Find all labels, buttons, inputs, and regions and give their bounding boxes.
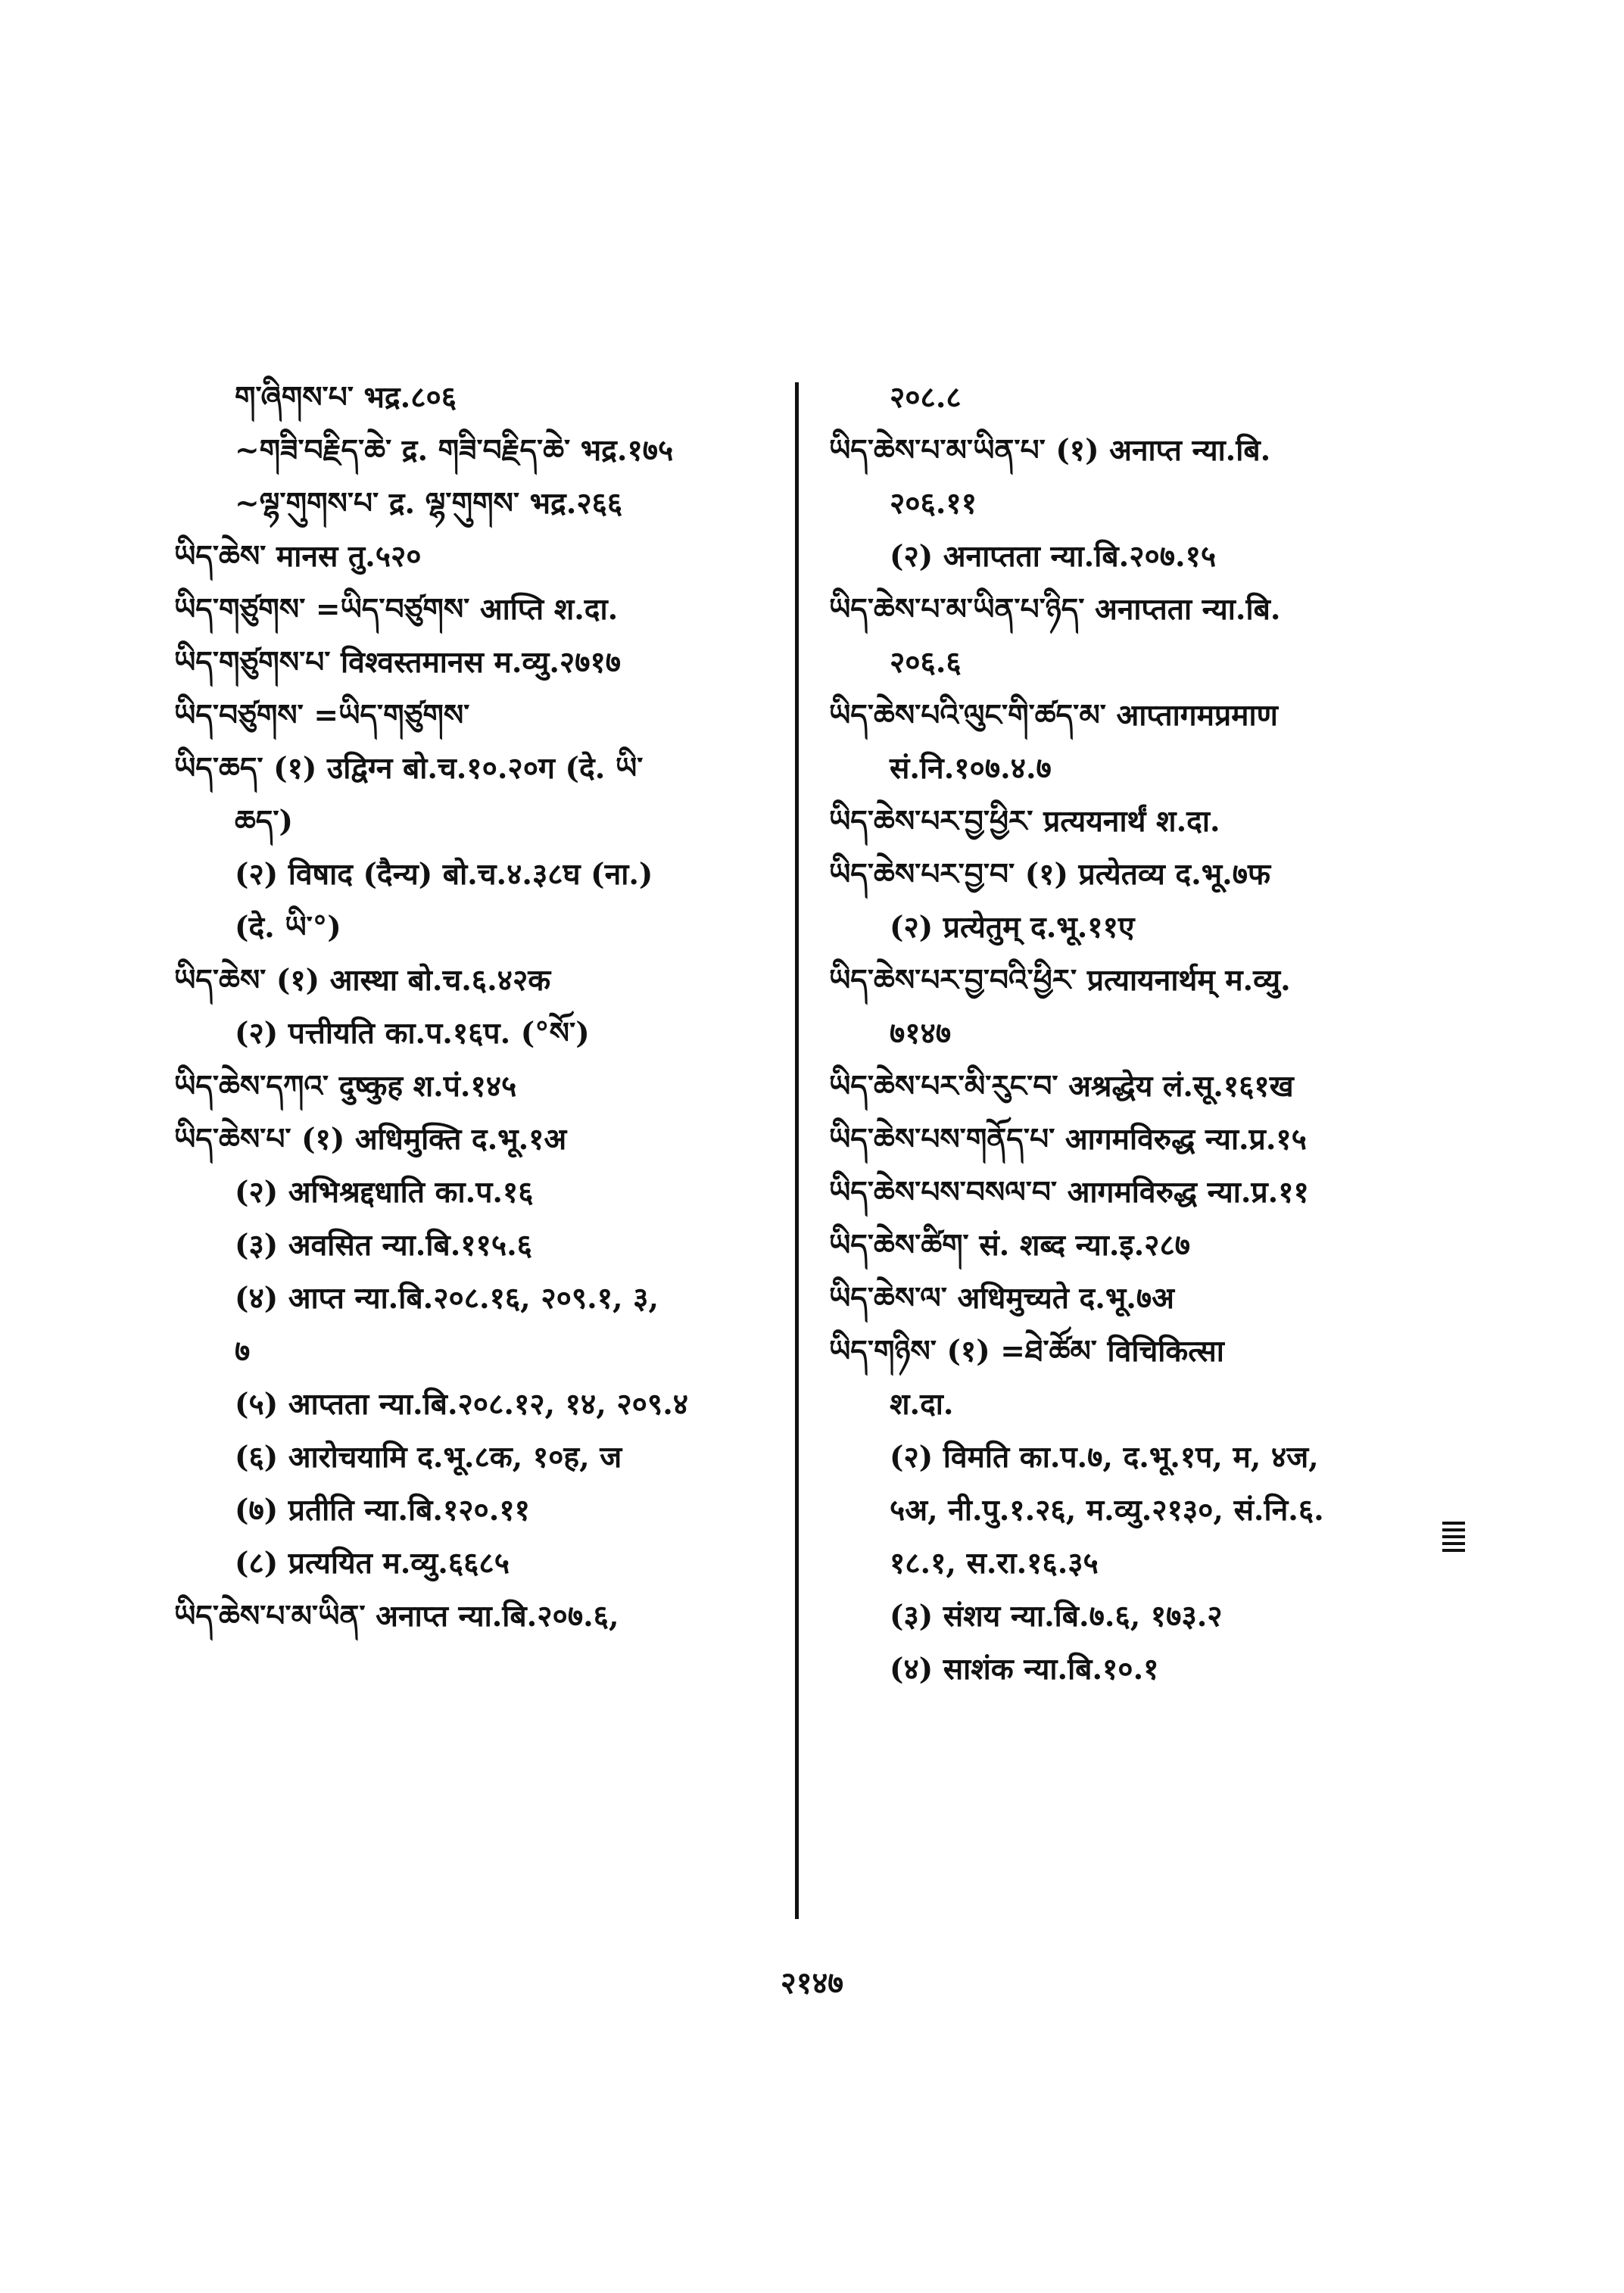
dictionary-entry-line: ཡིད་ཆེས་ཚིག་ सं. शब्द न्या.इ.२८७ <box>829 1228 1191 1263</box>
dictionary-entry-line: (४) आप्त न्या.बि.२०८.१६, २०९.१, ३, <box>235 1281 659 1316</box>
dictionary-entry-line: ཡིད་ཆེས་པ་ (१) अधिमुक्ति द.भू.१अ <box>174 1122 567 1157</box>
dictionary-entry-line: श.दा. <box>890 1387 954 1422</box>
dictionary-entry-line: ཡིད་གཙུགས་ =ཡིད་བཙུགས་ आप्ति श.दा. <box>174 592 619 627</box>
dictionary-entry-line: ཆད་) <box>235 804 293 839</box>
dictionary-entry-line: ཡིད་ཆེས་པ་མ་ཡིན་ अनाप्त न्या.बि.२०७.६, <box>174 1599 619 1634</box>
dictionary-entry-line: ७१४७ <box>890 1016 952 1051</box>
dictionary-entry-line: (२) अनाप्तता न्या.बि.२०७.१५ <box>890 539 1217 574</box>
dictionary-entry-line: ཡིད་ཆེས་པར་མི་རུང་བ་ अश्रद्धेय लं.सू.१६१ख <box>829 1069 1294 1104</box>
dictionary-entry-line: (२) पत्तीयति का.प.१६प. (°སོ་) <box>235 1016 590 1051</box>
dictionary-entry-line: (६) आरोचयामि द.भू.८क, १०ह, ज <box>235 1440 622 1475</box>
dictionary-entry-line: ५अ, नी.पु.१.२६, म.व्यु.२१३०, सं.नि.६. <box>890 1493 1324 1528</box>
dictionary-entry-line: ཡིད་ཆེས་པ་མ་ཡིན་པ་ཉིད་ अनाप्तता न्या.बि. <box>829 592 1281 627</box>
dictionary-entry-line: (दे. ཡི་°) <box>235 910 341 945</box>
dictionary-entry-line: ཡིད་གཙུགས་པ་ विश्वस्तमानस म.व्यु.२७१७ <box>174 645 622 680</box>
dictionary-entry-line: ཡིད་ཆེས་ मानस तु.५२० <box>174 539 422 574</box>
left-column <box>174 371 795 1643</box>
dictionary-entry-line: ཡིད་གཉིས་ (१) =ཐེ་ཚོམ་ विचिकित्सा <box>829 1334 1224 1369</box>
dictionary-entry-line: (३) अवसित न्या.बि.११५.६ <box>235 1228 532 1263</box>
dictionary-entry-line: ཡིད་ཆེས་པར་བྱ་བ་ (१) प्रत्येतव्य द.भू.७फ <box>829 857 1271 892</box>
dictionary-entry-line: (२) विषाद (दैन्य) बो.च.४.३८घ (ना.) <box>235 857 653 892</box>
dictionary-entry-line: ཡིད་ཆེས་པས་བསལ་བ་ आगमविरुद्ध न्या.प्र.११ <box>829 1175 1309 1210</box>
dictionary-entry-line: (५) आप्तता न्या.बि.२०८.१२, १४, २०९.४ <box>235 1387 689 1422</box>
dictionary-entry-line: ཡིད་ཆེས་པའི་ལུང་གི་ཚད་མ་ आप्तागमप्रमाण <box>829 698 1278 733</box>
dictionary-entry-line: (७) प्रतीति न्या.बि.१२०.११ <box>235 1493 530 1528</box>
dictionary-entry-line: ཡིད་ཆེས་ (१) आस्था बो.च.६.४२क <box>174 963 551 998</box>
dictionary-entry-line: ~གཟི་བརྗིད་ཆེ་ द्र. གཟི་བརྗིད་ཆེ་ भद्र.१७५ <box>235 433 674 468</box>
page-number: २१४७ <box>780 1965 844 2001</box>
dictionary-entry-line: (३) संशय न्या.बि.७.६, १७३.२ <box>890 1599 1223 1634</box>
dictionary-entry-line: (२) विमति का.प.७, द.भू.१प, म, ४ज, <box>890 1440 1319 1475</box>
dictionary-entry-line: (८) प्रत्ययित म.व्यु.६६८५ <box>235 1546 510 1581</box>
dictionary-entry-line: (२) अभिश्रद्दधाति का.प.१६ <box>235 1175 534 1210</box>
dictionary-entry-line: ७ <box>235 1334 251 1369</box>
margin-tab-mark <box>1442 1522 1465 1559</box>
right-column <box>829 371 1420 1696</box>
dictionary-entry-line: ཡིད་བཙུགས་ =ཡིད་གཙུགས་ <box>174 698 470 733</box>
dictionary-entry-line: २०६.११ <box>890 486 977 521</box>
dictionary-entry-line: २०८.८ <box>890 380 962 415</box>
dictionary-entry-line: ཡིད་ཆེས་པ་མ་ཡིན་པ་ (१) अनाप्त न्या.बि. <box>829 433 1271 468</box>
dictionary-entry-line: (४) साशंक न्या.बि.१०.१ <box>890 1652 1159 1687</box>
column-divider <box>795 382 799 1919</box>
dictionary-entry-line: ཡིད་ཆེས་ལ་ अधिमुच्यते द.भू.७अ <box>829 1281 1174 1316</box>
dictionary-entry-line: (२) प्रत्येतुम् द.भू.११ए <box>890 910 1135 945</box>
dictionary-entry-line: ཡིད་ཆེས་པར་བྱ་བའི་ཕྱིར་ प्रत्यायनार्थम् म.व्यु. <box>829 963 1291 998</box>
dictionary-entry-line: २०६.६ <box>890 645 962 680</box>
dictionary-entry-line: १८.१, स.रा.१६.३५ <box>890 1546 1099 1581</box>
dictionary-entry-line: ཡིད་ཆེས་པས་གནོད་པ་ आगमविरुद्ध न्या.प्र.१५ <box>829 1122 1307 1157</box>
dictionary-entry-line: ཡིད་ཆེས་པར་བྱ་ཕྱིར་ प्रत्ययनार्थं श.दा. <box>829 804 1220 839</box>
dictionary-entry-line: ཡིད་ཆད་ (१) उद्विग्न बो.च.१०.२०ग (दे. ཡི་ <box>174 751 644 786</box>
dictionary-entry-line: ག་ཞིགས་པ་ भद्र.८०६ <box>235 380 457 415</box>
dictionary-entry-line: ཡིད་ཆེས་དཀའ་ दुष्कुह श.पं.१४५ <box>174 1069 517 1104</box>
dictionary-entry-line: सं.नि.१०७.४.७ <box>890 751 1052 786</box>
dictionary-entry-line: ~ལྷ་གུགས་པ་ द्र. ལྷ་གུགས་ भद्र.२६६ <box>235 486 623 521</box>
